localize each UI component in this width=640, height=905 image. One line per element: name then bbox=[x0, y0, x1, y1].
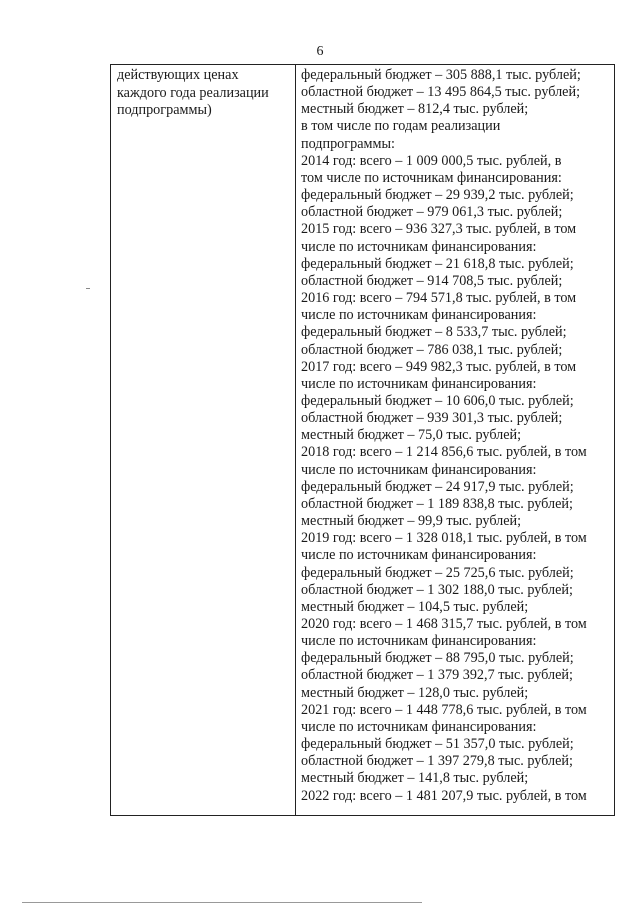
funding-line: федеральный бюджет – 305 888,1 тыс. рублей; bbox=[301, 67, 581, 83]
label-line: действующих ценах bbox=[117, 67, 239, 83]
funding-table bbox=[110, 64, 615, 816]
funding-line: 2022 год: всего – 1 481 207,9 тыс. рублей, в том bbox=[301, 787, 587, 804]
funding-line: местный бюджет – 75,0 тыс. рублей; bbox=[301, 427, 522, 444]
funding-line: федеральный бюджет – 88 795,0 тыс. рублей; bbox=[301, 650, 574, 667]
funding-line: областной бюджет – 1 302 188,0 тыс. рублей; bbox=[301, 581, 573, 598]
label-line: подпрограммы) bbox=[117, 102, 212, 119]
funding-line: местный бюджет – 128,0 тыс. рублей; bbox=[301, 684, 529, 701]
funding-line: числе по источникам финансирования: bbox=[301, 375, 537, 392]
funding-line: 2015 год: всего – 936 327,3 тыс. рублей, в том bbox=[301, 221, 577, 238]
funding-line: областной бюджет – 1 189 838,8 тыс. рублей; bbox=[301, 495, 573, 512]
funding-line: местный бюджет – 141,8 тыс. рублей; bbox=[301, 770, 529, 787]
funding-line: федеральный бюджет – 29 939,2 тыс. рублей; bbox=[301, 187, 574, 204]
page-bottom-rule bbox=[22, 902, 422, 903]
funding-line: числе по источникам финансирования: bbox=[301, 461, 537, 478]
label-line: каждого года реализации bbox=[117, 84, 269, 101]
page-number: 6 bbox=[316, 44, 324, 59]
funding-line: 2018 год: всего – 1 214 856,6 тыс. рублей, в том bbox=[301, 444, 587, 461]
funding-line: местный бюджет – 812,4 тыс. рублей; bbox=[301, 101, 529, 118]
funding-line: областной бюджет – 939 301,3 тыс. рублей; bbox=[301, 410, 563, 427]
funding-line: числе по источникам финансирования: bbox=[301, 307, 537, 324]
funding-line: числе по источникам финансирования: bbox=[301, 633, 537, 650]
funding-line: 2020 год: всего – 1 468 315,7 тыс. рублей, в том bbox=[301, 616, 587, 632]
funding-line: областной бюджет – 1 397 279,8 тыс. рублей; bbox=[301, 753, 573, 770]
funding-line: 2014 год: всего – 1 009 000,5 тыс. рублей, в bbox=[301, 152, 562, 169]
funding-line: числе по источникам финансирования: bbox=[301, 547, 537, 564]
funding-line: федеральный бюджет – 24 917,9 тыс. рублей; bbox=[301, 478, 574, 495]
funding-line: подпрограммы: bbox=[301, 135, 395, 152]
funding-line: местный бюджет – 99,9 тыс. рублей; bbox=[301, 513, 522, 530]
scan-mark bbox=[86, 288, 90, 289]
funding-line: числе по источникам финансирования: bbox=[301, 238, 537, 255]
funding-line: 2019 год: всего – 1 328 018,1 тыс. рублей, в том bbox=[301, 530, 587, 547]
funding-line: местный бюджет – 104,5 тыс. рублей; bbox=[301, 598, 529, 615]
funding-line: областной бюджет – 1 379 392,7 тыс. рублей; bbox=[301, 667, 573, 684]
funding-line: в том числе по годам реализации bbox=[301, 118, 501, 135]
funding-line: том числе по источникам финансирования: bbox=[301, 169, 562, 186]
funding-line: 2017 год: всего – 949 982,3 тыс. рублей, в том bbox=[301, 358, 577, 375]
funding-line: областной бюджет – 13 495 864,5 тыс. рублей; bbox=[301, 84, 581, 101]
table-value-cell bbox=[296, 65, 614, 815]
funding-line: областной бюджет – 914 708,5 тыс. рублей; bbox=[301, 272, 563, 289]
funding-line: областной бюджет – 786 038,1 тыс. рублей; bbox=[301, 341, 563, 358]
funding-line: числе по источникам финансирования: bbox=[301, 718, 537, 735]
funding-line: федеральный бюджет – 10 606,0 тыс. рублей; bbox=[301, 392, 574, 409]
funding-line: областной бюджет – 979 061,3 тыс. рублей; bbox=[301, 204, 563, 221]
funding-line: федеральный бюджет – 51 357,0 тыс. рублей; bbox=[301, 736, 574, 753]
funding-line: 2016 год: всего – 794 571,8 тыс. рублей, в том bbox=[301, 290, 577, 307]
funding-line: федеральный бюджет – 25 725,6 тыс. рублей; bbox=[301, 564, 574, 581]
funding-line: федеральный бюджет – 8 533,7 тыс. рублей; bbox=[301, 324, 567, 341]
funding-line: федеральный бюджет – 21 618,8 тыс. рублей; bbox=[301, 255, 574, 272]
table-label-cell bbox=[111, 65, 296, 815]
funding-line: 2021 год: всего – 1 448 778,6 тыс. рублей, в том bbox=[301, 701, 587, 718]
